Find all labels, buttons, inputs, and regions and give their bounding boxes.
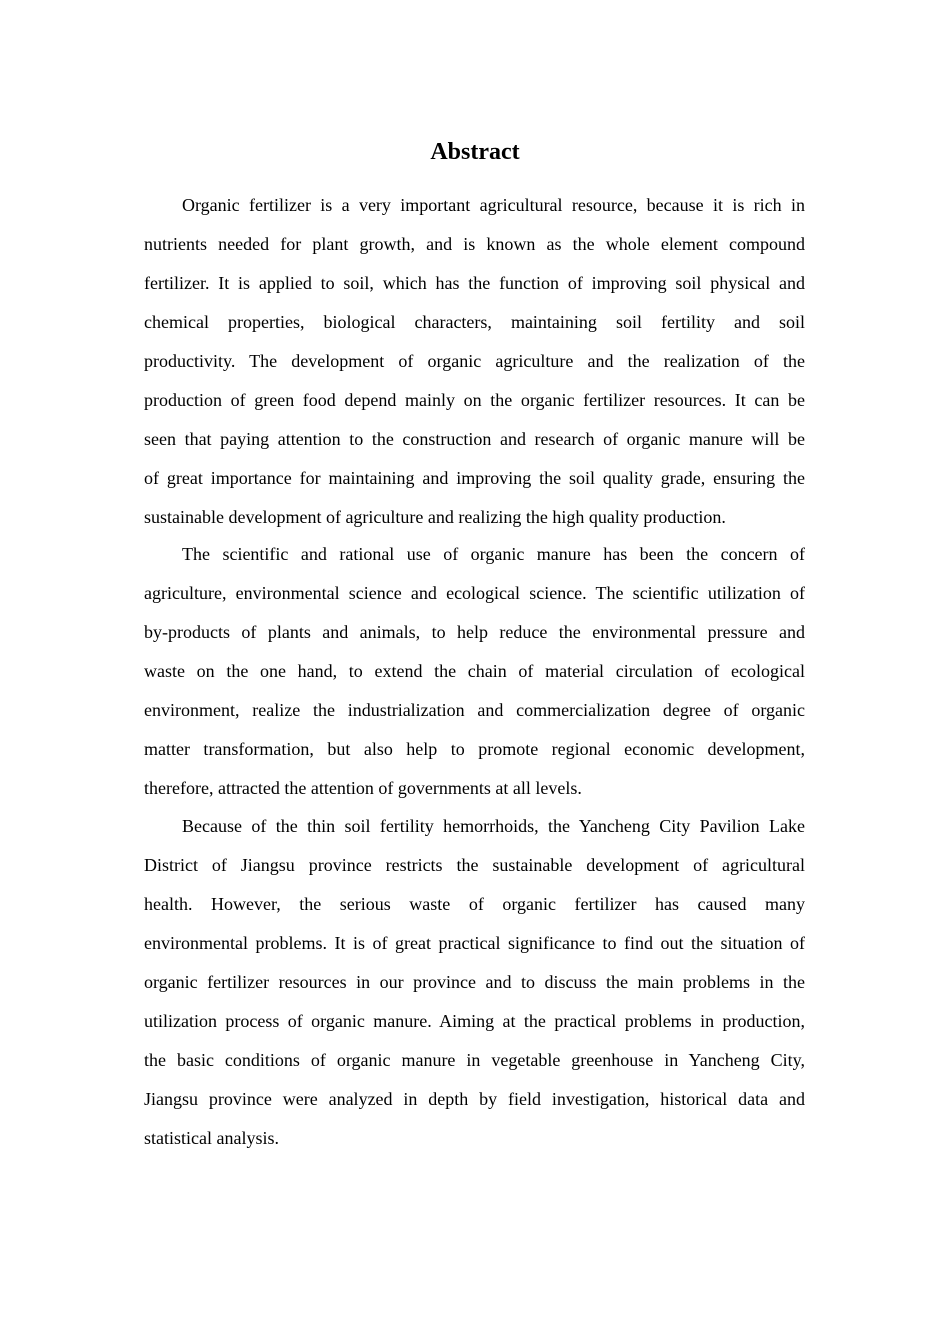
text-line: environmental problems. It is of great practical significance to find out the situation of [144, 933, 805, 953]
page-title: Abstract [430, 139, 520, 165]
text-line: utilization process of organic manure. Aiming at the practical problems in production, [144, 1011, 805, 1031]
abstract-paragraph-2 [144, 535, 805, 808]
text-line: chemical properties, biological characters, maintaining soil fertility and soil [144, 312, 805, 332]
text-line: Because of the thin soil fertility hemorrhoids, the Yancheng City Pavilion Lake [182, 816, 805, 836]
text-line: District of Jiangsu province restricts the sustainable development of agricultural [144, 855, 805, 875]
text-line: nutrients needed for plant growth, and is known as the whole element compound [144, 234, 805, 254]
text-line: Organic fertilizer is a very important agricultural resource, because it is rich in [182, 195, 805, 215]
text-line: Jiangsu province were analyzed in depth by field investigation, historical data and [144, 1089, 805, 1109]
text-line: matter transformation, but also help to promote regional economic development, [144, 739, 805, 759]
text-line: production of green food depend mainly on the organic fertilizer resources. It can be [144, 390, 805, 410]
text-line: environment, realize the industrialization and commercialization degree of organic [144, 700, 805, 720]
text-line: health. However, the serious waste of organic fertilizer has caused many [144, 894, 805, 914]
text-line: sustainable development of agriculture and realizing the high quality production. [144, 507, 726, 527]
text-line: therefore, attracted the attention of governments at all levels. [144, 778, 582, 798]
abstract-paragraph-1 [144, 186, 805, 537]
text-line: waste on the one hand, to extend the chain of material circulation of ecological [144, 661, 805, 681]
text-line: fertilizer. It is applied to soil, which has the function of improving soil physical and [144, 273, 805, 293]
text-line: The scientific and rational use of organic manure has been the concern of [182, 544, 805, 564]
text-line: seen that paying attention to the construction and research of organic manure will be [144, 429, 805, 449]
text-line: of great importance for maintaining and improving the soil quality grade, ensuring the [144, 468, 805, 488]
text-line: statistical analysis. [144, 1128, 279, 1148]
text-line: organic fertilizer resources in our province and to discuss the main problems in the [144, 972, 805, 992]
text-line: the basic conditions of organic manure in vegetable greenhouse in Yancheng City, [144, 1050, 805, 1070]
abstract-paragraph-3 [144, 807, 805, 1158]
text-line: productivity. The development of organic agriculture and the realization of the [144, 351, 805, 371]
text-line: by-products of plants and animals, to help reduce the environmental pressure and [144, 622, 805, 642]
text-line: agriculture, environmental science and ecological science. The scientific utilization of [144, 583, 805, 603]
